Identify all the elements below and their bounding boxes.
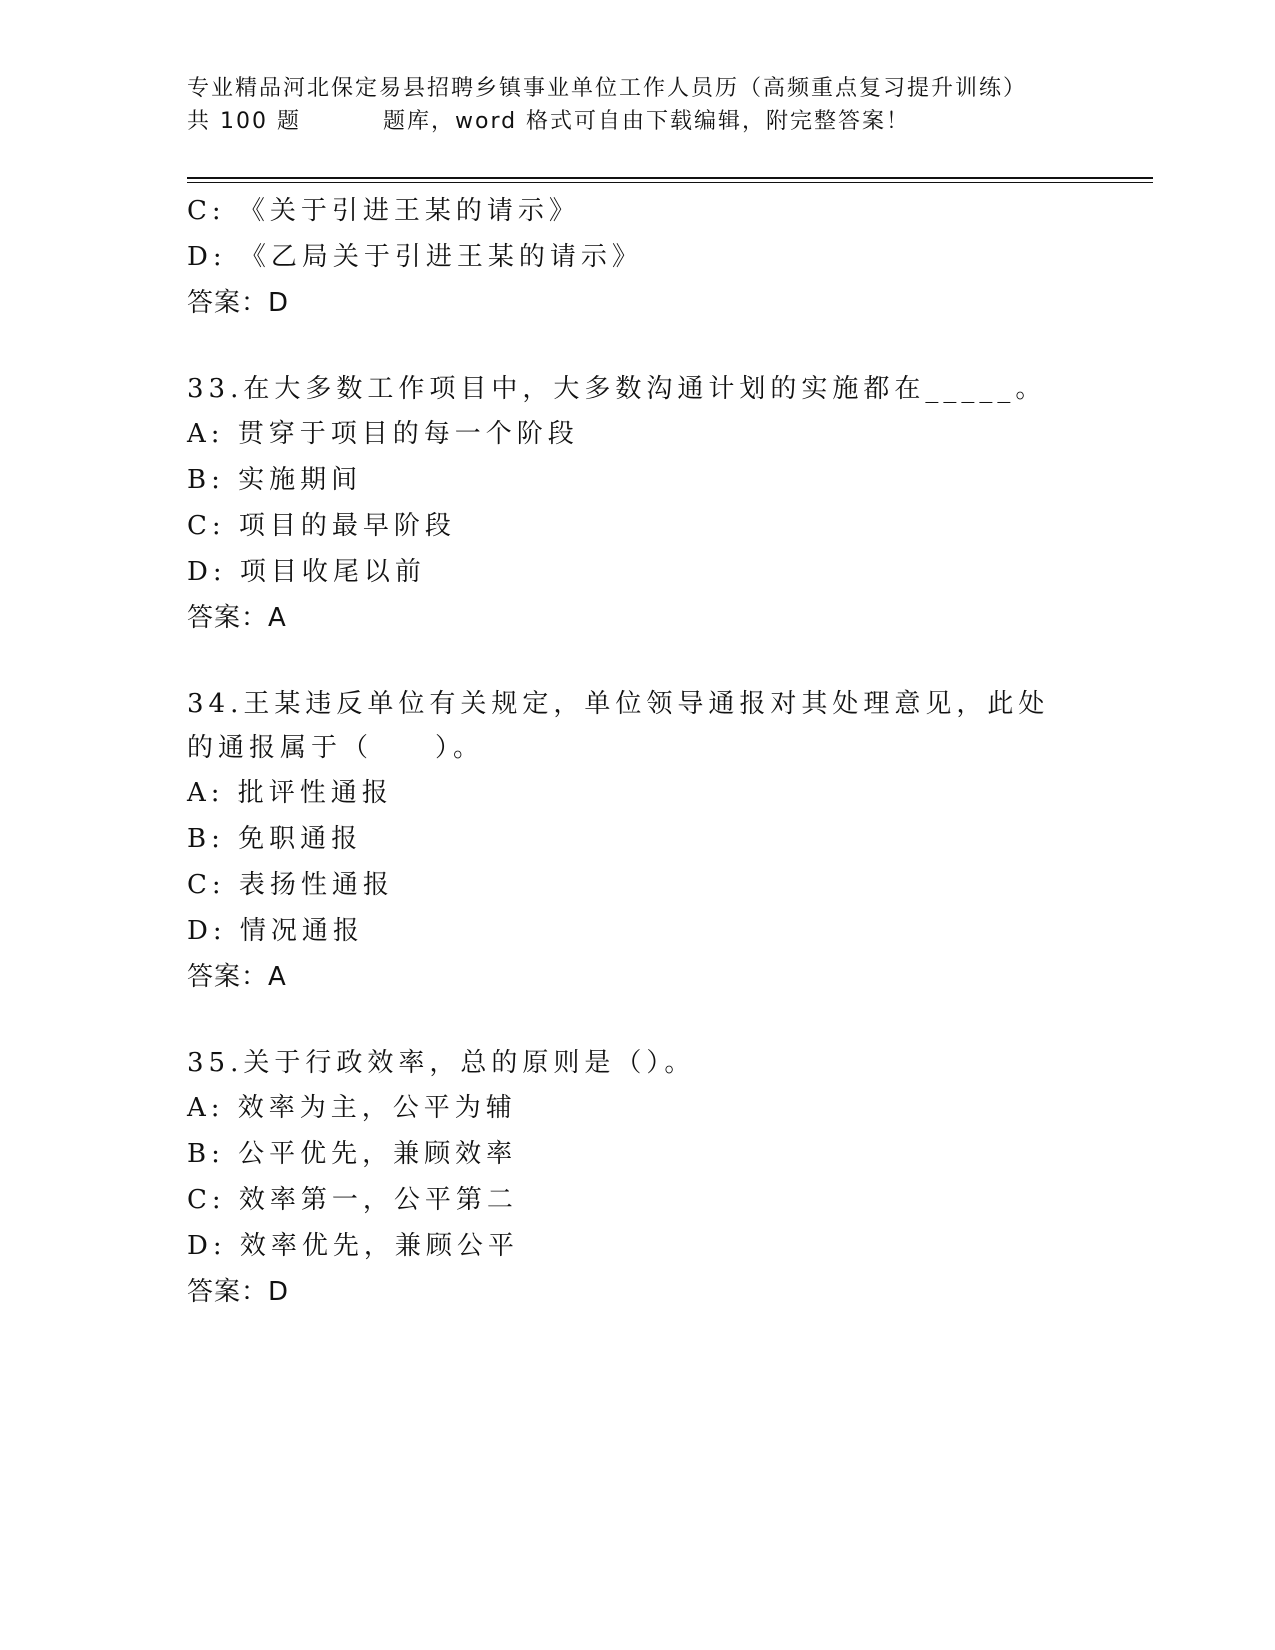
option-d: D: 情况通报 [187,916,364,946]
option-a: A: 贯穿于项目的每一个阶段 [187,419,579,449]
option-b: B: 实施期间 [187,465,363,495]
answer-line: 答案：A [187,962,287,992]
option-d: D: 《乙局关于引进王某的请示》 [187,242,643,272]
header-subtitle [187,105,1087,138]
option-c: C: 效率第一，公平第二 [187,1185,518,1215]
question-block-33 [187,367,1087,641]
option-d: D: 项目收尾以前 [187,557,426,587]
option-c: C: 《关于引进王某的请示》 [187,196,580,226]
header-divider-thick [187,177,1153,179]
answer-line: 答案：A [187,603,287,633]
answer-line: 答案：D [187,1277,290,1307]
question-text: 33.在大多数工作项目中，大多数沟通计划的实施都在_____。 [187,374,1047,404]
option-b: B: 免职通报 [187,824,363,854]
header-title: 专业精品河北保定易县招聘乡镇事业单位工作人员历（高频重点复习提升训练） [187,76,1028,101]
document-body [187,188,1087,1315]
option-a: A: 效率为主，公平为辅 [187,1093,517,1123]
header-description: 题库，word 格式可自由下载编辑，附完整答案！ [382,109,911,134]
question-block-32-tail [187,188,1087,326]
option-c: C: 项目的最早阶段 [187,511,456,541]
answer-line: 答案：D [187,288,290,318]
question-text: 35.关于行政效率，总的原则是（）。 [187,1048,696,1078]
question-block-34 [187,682,1087,1000]
question-count: 共 100 题 [187,109,301,134]
option-a: A: 批评性通报 [187,778,393,808]
document-header [187,72,1087,138]
option-b: B: 公平优先，兼顾效率 [187,1139,518,1169]
option-d: D: 效率优先，兼顾公平 [187,1231,519,1261]
header-divider-thin [187,182,1153,183]
option-c: C: 表扬性通报 [187,870,394,900]
question-text: 34.王某违反单位有关规定，单位领导通报对其处理意见，此处的通报属于（ ）。 [187,689,1050,763]
question-block-35 [187,1041,1087,1315]
